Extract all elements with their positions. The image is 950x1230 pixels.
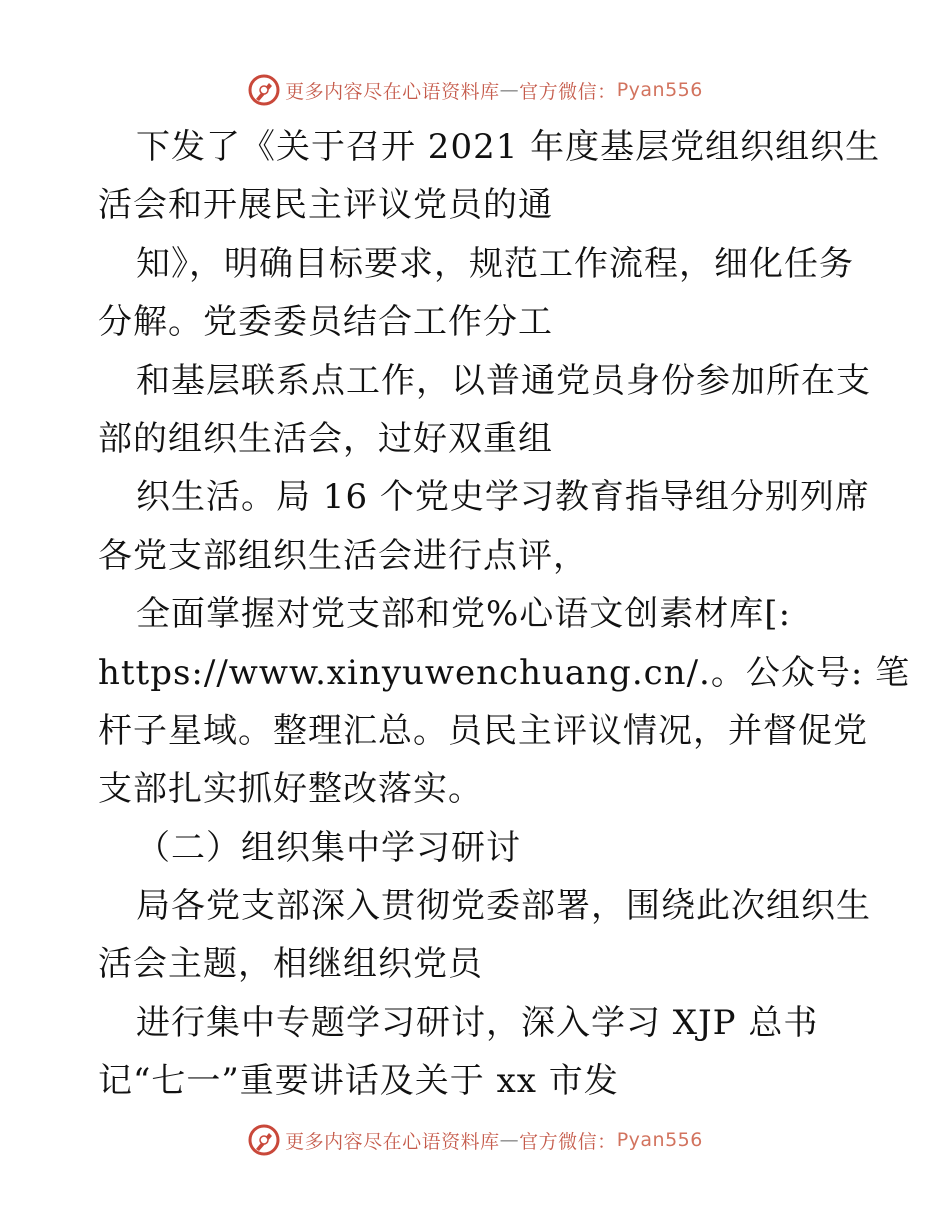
section-heading: （二）组织集中学习研讨 bbox=[136, 827, 521, 868]
text-line: https://www.xinyuwenchuang.cn/.。公众号: 笔 bbox=[98, 652, 911, 693]
text-line: 杆子星域。整理汇总。员民主评议情况，并督促党 bbox=[98, 710, 868, 751]
watermark-footer bbox=[0, 1120, 950, 1160]
watermark-official-text: 官方微信： bbox=[519, 80, 617, 103]
text-line: 各党支部组织生活会进行点评， bbox=[98, 535, 588, 576]
watermark-official-text: 官方微信： bbox=[519, 1130, 617, 1153]
document-body bbox=[98, 118, 911, 1111]
watermark-lead-text: 更多内容尽在心语资料库 bbox=[285, 1130, 500, 1153]
text-line: 全面掌握对党支部和党%心语文创素材库[: bbox=[136, 594, 792, 635]
text-line: 进行集中专题学习研讨，深入学习 XJP 总书 bbox=[136, 1002, 819, 1043]
text-line: 支部扎实抓好整改落实。 bbox=[98, 769, 483, 810]
text-line: 活会和开展民主评议党员的通 bbox=[98, 185, 553, 226]
watermark-wechat-id: Pyan556 bbox=[616, 79, 703, 101]
text-line: 织生活。局 16 个党史学习教育指导组分别列席 bbox=[136, 477, 870, 518]
watermark-wechat-id: Pyan556 bbox=[616, 1129, 703, 1151]
text-line: 活会主题，相继组织党员 bbox=[98, 944, 483, 985]
text-line: 下发了《关于召开 2021 年度基层党组织组织生 bbox=[136, 127, 881, 167]
text-line: 知》，明确目标要求，规范工作流程，细化任务 bbox=[136, 243, 854, 284]
text-line: 记“七一”重要讲话及关于 xx 市发 bbox=[98, 1061, 619, 1102]
text-line: 分解。党委委员结合工作分工 bbox=[98, 302, 553, 343]
text-line: 局各党支部深入贯彻党委部署，围绕此次组织生 bbox=[136, 886, 871, 927]
watermark-dash: — bbox=[499, 1129, 520, 1151]
text-line: 部的组织生活会，过好双重组 bbox=[98, 418, 553, 459]
watermark-dash: — bbox=[499, 79, 520, 101]
watermark-lead-text: 更多内容尽在心语资料库 bbox=[285, 80, 500, 103]
pen-logo-icon bbox=[247, 1123, 281, 1157]
watermark-header bbox=[0, 70, 950, 110]
text-line: 和基层联系点工作，以普通党员身份参加所在支 bbox=[136, 360, 871, 401]
pen-logo-icon bbox=[247, 73, 281, 107]
